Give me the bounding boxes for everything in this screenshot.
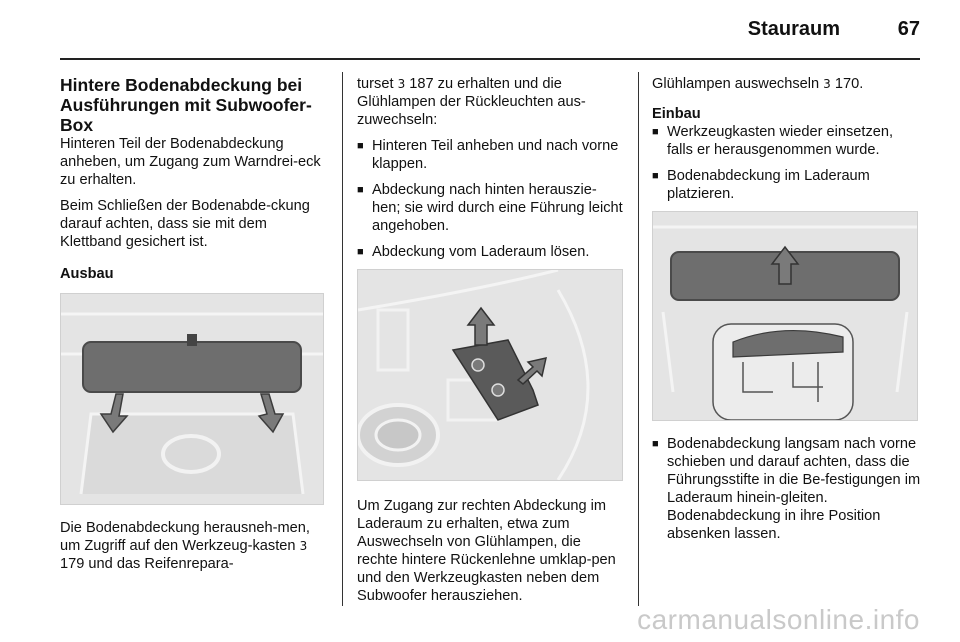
paragraph-velcro: Beim Schließen der Bodenabde-ckung darauf achten, dass sie mit dem Klettband gesichert ist.: [60, 198, 310, 250]
paragraph-remove-cover: Die Bodenabdeckung herausneh-men, um Zugriff auf den Werkzeug-kasten 3 179 und das Reifenrepara-: [60, 520, 310, 572]
list-item: ■ Abdeckung nach hinten herauszie-hen; sie wird durch eine Führung leicht angehoben.: [357, 182, 623, 234]
column-3: [652, 75, 922, 551]
section-title: Stauraum: [747, 18, 840, 40]
heading-installation: Einbau: [652, 106, 701, 122]
bullet-square-icon: ■: [357, 246, 364, 258]
bullet-square-icon: ■: [357, 140, 364, 152]
column-divider-2: [638, 72, 639, 606]
paragraph-continued: turset 3 187 zu erhalten und die Glühlampen der Rückleuchten aus-zuwechseln:: [357, 76, 586, 128]
figure-floor-cover-removal: [60, 293, 324, 505]
page-ref-170: 170: [834, 76, 860, 92]
figure-subwoofer-box: [357, 269, 623, 481]
column-1: [60, 75, 325, 581]
installation-steps: [652, 123, 922, 203]
removal-steps: [357, 137, 623, 261]
page-number: 67: [897, 18, 920, 40]
illustration-install: [653, 212, 917, 420]
bullet-square-icon: ■: [652, 170, 659, 182]
list-item: ■ Werkzeugkasten wieder einsetzen, falls er herausgenommen wurde.: [652, 124, 894, 158]
column-2: [357, 75, 623, 613]
paragraph-continued-bulbs: Glühlampen auswechseln 3 170.: [652, 76, 864, 92]
list-item: ■ Bodenabdeckung im Laderaum platzieren.: [652, 168, 870, 202]
bullet-square-icon: ■: [652, 126, 659, 138]
page-ref-187: 187: [409, 76, 434, 92]
page-ref-arrow-icon: 3: [397, 77, 406, 91]
watermark: carmanualsonline.info: [637, 604, 920, 635]
figure-floor-cover-installation: [652, 211, 918, 421]
illustration-floor-cover: [61, 294, 323, 504]
paragraph-lift-cover: Hinteren Teil der Bodenabdeckung anheben, um Zugang zum Warndrei-eck zu erhalten.: [60, 136, 321, 188]
heading-removal: Ausbau: [60, 266, 114, 282]
bullet-square-icon: ■: [357, 184, 364, 196]
page-ref-arrow-icon: 3: [299, 539, 308, 553]
page-ref-179: 179: [60, 556, 85, 572]
list-item: ■ Hinteren Teil anheben und nach vorne klappen.: [357, 138, 619, 172]
paragraph-right-cover-access: Um Zugang zur rechten Abdeckung im Laderaum zu erhalten, etwa zum Auswechseln von Glühlampen, die rechte hintere Rückenlehne umklap-pen und den Werkzeugkasten neben dem Subwoofer herausziehen.: [357, 498, 616, 604]
page-header: [0, 0, 960, 60]
installation-steps-continued: [652, 435, 922, 543]
illustration-subwoofer: [358, 270, 622, 480]
column-divider-1: [342, 72, 343, 606]
heading-rear-floor-cover: Hintere Bodenabdeckung bei Ausführungen mit Subwoofer-Box: [60, 75, 312, 135]
list-item: ■ Bodenabdeckung langsam nach vorne schieben und darauf achten, dass die Führungsstifte in die Be-festigungen im Laderaum hinein-gleiten. Bodenabdeckung in ihre Position absenken lassen.: [652, 436, 921, 542]
bullet-square-icon: ■: [652, 438, 659, 450]
list-item: ■ Abdeckung vom Laderaum lösen.: [357, 244, 590, 260]
page-ref-arrow-icon: 3: [823, 77, 831, 91]
header-rule: [60, 58, 920, 60]
